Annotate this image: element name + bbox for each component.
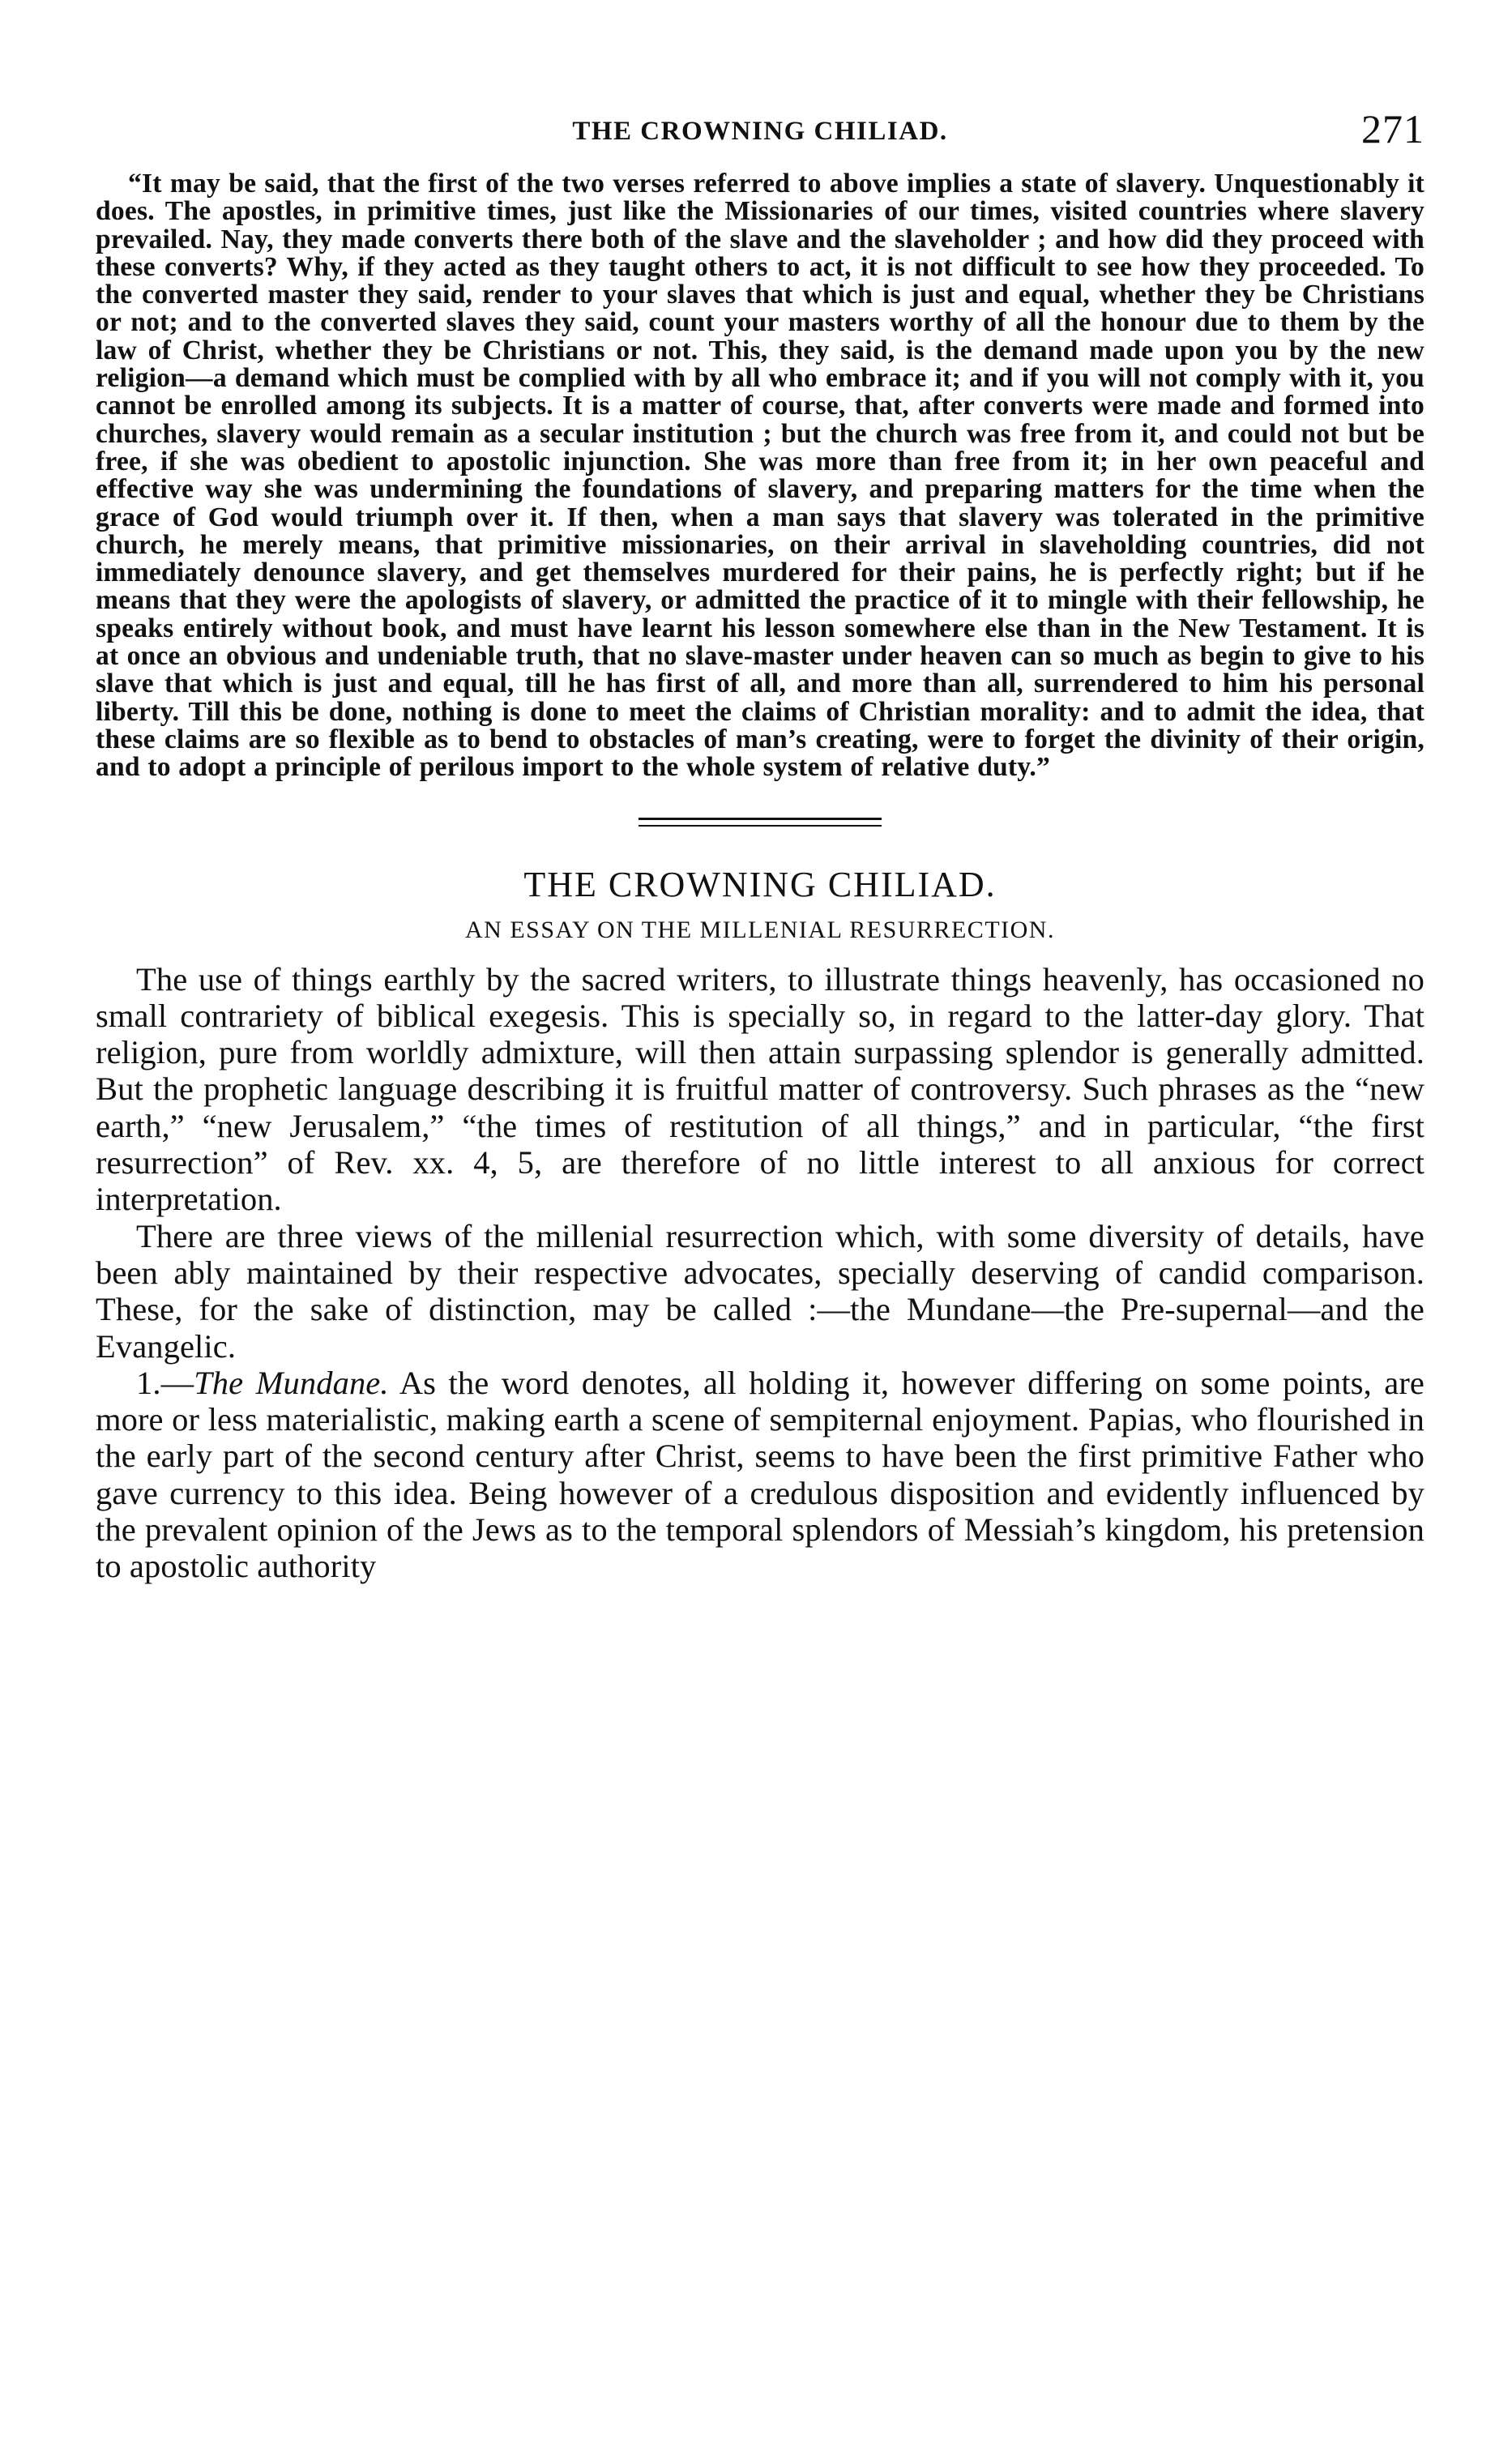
page xyxy=(96,105,1424,1585)
divider-rule-top xyxy=(639,818,882,820)
body-paragraph-1: The use of things earthly by the sacred writers, to illustrate things heavenly, has occasioned no small contrariety of biblical exegesis. This is specially so, in regard to the latter-day glory. That religion, pure from worldly admixture, will then attain surpassing splendor is generally admitted. But the prophetic language describing it is fruitful matter of controversy. Such phrases as the “new earth,” “new Jerusalem,” “the times of restitution of all things,” and in particular, “the first resurrection” of Rev. xx. 4, 5, are therefore of no little interest to all anxious for correct interpretation. xyxy=(96,960,1424,1218)
article-subtitle: AN ESSAY ON THE MILLENIAL RESURRECTION. xyxy=(465,916,1055,943)
divider-rule-bottom xyxy=(639,825,882,827)
quote-paragraph: “It may be said, that the first of the two verses referred to above implies a state of slavery. Unquestionably it does. The apostles, in primitive times, just like the Missionaries of our times, visited countries where slavery prevailed. Nay, they made converts there both of the slave and the slaveholder ; and how did they proceed with these converts? Why, if they acted as they taught others to act, it is not difficult to see how they proceeded. To the converted master they said, render to your slaves that which is just and equal, whether they be Christians or not; and to the converted slaves they said, count your masters worthy of all the honour due to them by the law of Christ, whether they be Christians or not. This, they said, is the demand made upon you by the new religion—a demand which must be complied with by all who embrace it; and if you will not comply with it, you cannot be enrolled among its subjects. It is a matter of course, that, after converts were made and formed into churches, slavery would remain as a secular institution ; but the church was free from it, and could not but be free, if she was obedient to apostolic injunction. She was more than free from it; in her own peaceful and effective way she was undermining the foundations of slavery, and preparing matters for the time when the grace of God would triumph over it. If then, when a man says that slavery was tolerated in the primitive church, he merely means, that primitive missionaries, on their arrival in slaveholding countries, did not immediately denounce slavery, and get themselves murdered for their pains, he is perfectly right; but if he means that they were the apologists of slavery, or admitted the practice of it to mingle with their fellowship, he speaks entirely without book, and must have learnt his lesson somewhere else than in the New Testament. It is at once an obvious and undeniable truth, that no slave-master under heaven can so much as begin to give to his slave that which is just and equal, till he has first of all, and more than all, surrendered to him his personal liberty. Till this be done, nothing is done to meet the claims of Christian morality: and to admit the idea, that these claims are so flexible as to bend to obstacles of man’s creating, were to forget the divinity of their origin, and to adopt a principle of perilous import to the whole system of relative duty.” xyxy=(96,169,1424,783)
article-title: THE CROWNING CHILIAD. xyxy=(523,864,997,904)
running-title: THE CROWNING CHILIAD. xyxy=(572,117,948,146)
article-body xyxy=(96,961,1424,1585)
quoted-passage xyxy=(96,170,1424,782)
running-head xyxy=(96,105,1424,154)
paragraph-number: 1.— xyxy=(136,1364,194,1401)
page-number: 271 xyxy=(1361,106,1424,152)
section-divider xyxy=(639,818,882,827)
body-paragraph-3 xyxy=(96,1365,1424,1585)
paragraph-heading: The Mundane. xyxy=(194,1364,389,1401)
paragraph-text: As the word denotes, all holding it, however differing on some points, are more or less materialistic, making earth a scene of sempiternal enjoyment. Papias, who flourished in the early part of the second century after Christ, seems to have been the first primitive Father who gave currency to this idea. Being however of a credulous disposition and evidently influenced by the prevalent opinion of the Jews as to the temporal splendors of Messiah’s kingdom, his pretension to apostolic authority xyxy=(96,1364,1424,1585)
body-paragraph-2: There are three views of the millenial resurrection which, with some diversity of details, have been ably maintained by their respective advocates, specially deserving of candid comparison. These, for the sake of distinction, may be called :—the Mundane—the Pre-supernal—and the Evangelic. xyxy=(96,1217,1424,1365)
